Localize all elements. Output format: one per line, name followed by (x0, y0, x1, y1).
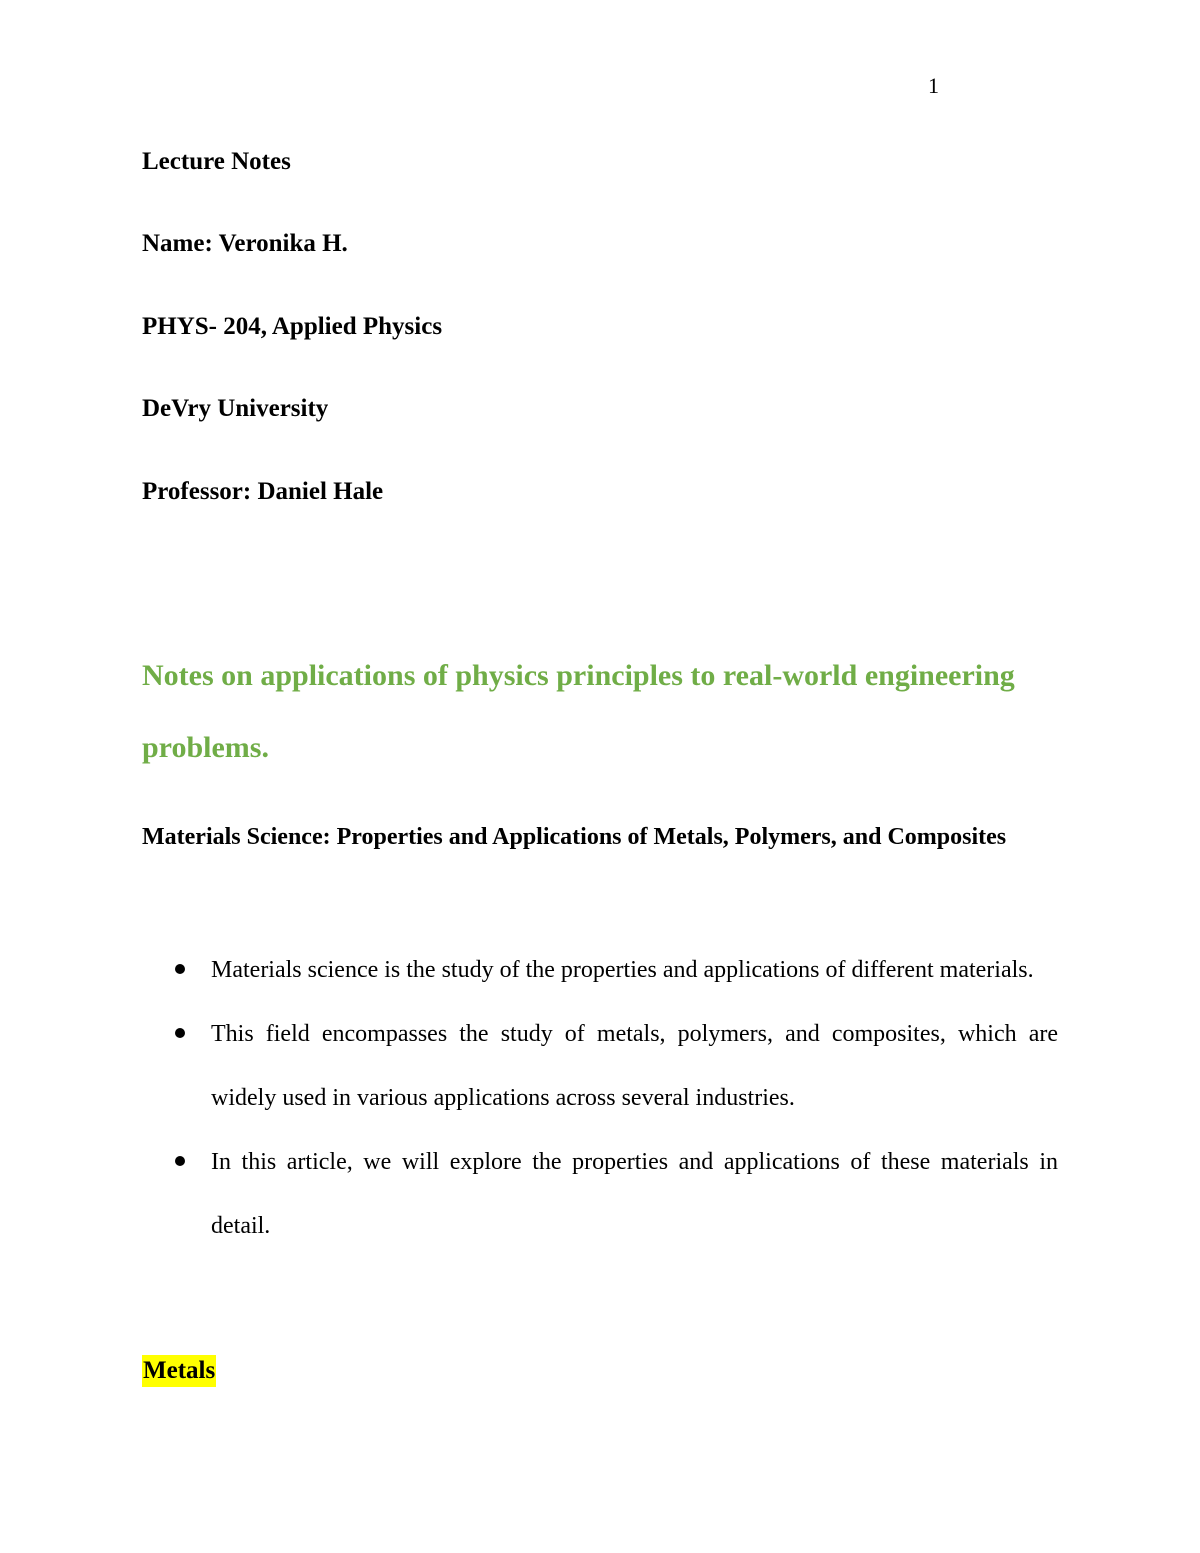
page-number: 1 (928, 73, 939, 98)
bullet-icon (175, 1028, 185, 1038)
institution-name: DeVry University (142, 395, 329, 422)
list-item-text: Materials science is the study of the properties and applications of different materials. (211, 957, 1034, 983)
bullet-list (142, 938, 1058, 1258)
list-item (142, 938, 1058, 1002)
list-item-text: In this article, we will explore the properties and applications of these materials in detail. (211, 1149, 1058, 1239)
student-name: Name: Veronika H. (142, 230, 348, 257)
list-item (142, 1002, 1058, 1130)
section-heading: Materials Science: Properties and Applications of Metals, Polymers, and Composites (142, 824, 1007, 850)
bullet-icon (175, 1156, 185, 1166)
course-name: PHYS- 204, Applied Physics (142, 313, 443, 340)
professor-name: Professor: Daniel Hale (142, 478, 384, 505)
document-label: Lecture Notes (142, 148, 291, 175)
list-item-text: This field encompasses the study of metals, polymers, and composites, which are widely used in various applications across several industries. (211, 1021, 1058, 1111)
list-item (142, 1130, 1058, 1258)
metals-subheading: Metals (142, 1355, 216, 1387)
bullet-icon (175, 964, 185, 974)
document-title: Notes on applications of physics principles to real-world engineering problems. (142, 659, 1015, 764)
